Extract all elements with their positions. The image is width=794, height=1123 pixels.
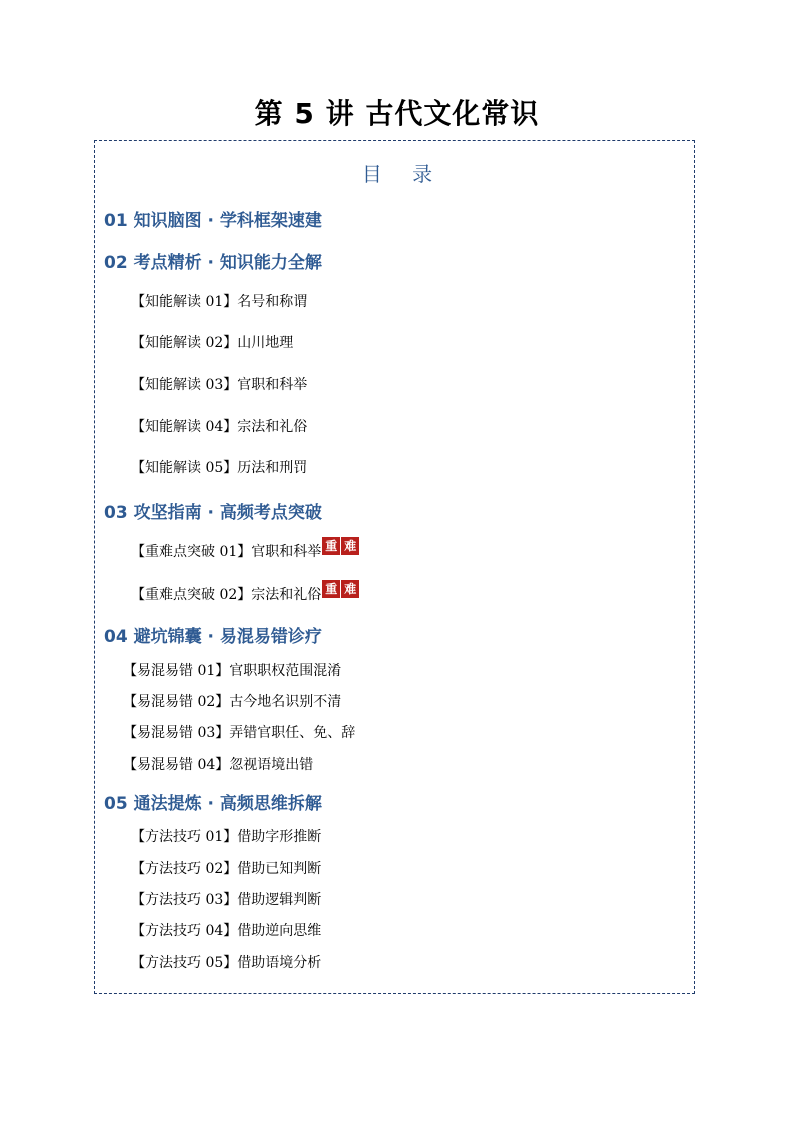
toc-item-label: 【方法技巧 02】借助已知判断 [131,861,322,877]
toc-section-01[interactable]: 01 知识脑图 · 学科框架速建 [104,211,322,231]
toc-heading: 目 录 [361,162,445,186]
toc-item-label: 【知能解读 05】历法和刑罚 [131,460,308,476]
toc-item-zhineng-03[interactable] [131,374,307,394]
toc-item-label: 【方法技巧 01】借助字形推断 [131,829,322,845]
toc-item-yihun-01[interactable] [123,660,341,680]
toc-item-label: 【易混易错 04】忽视语境出错 [123,757,314,773]
toc-item-label: 【方法技巧 04】借助逆向思维 [131,923,322,939]
toc-item-fangfa-02[interactable] [131,858,321,878]
toc-item-label: 【易混易错 03】弄错官职任、免、辞 [123,725,356,741]
toc-section-03[interactable]: 03 攻坚指南 · 高频考点突破 [104,503,322,523]
page-title: 第 5 讲 古代文化常识 [254,97,540,130]
toc-item-label: 【易混易错 01】官职职权范围混淆 [123,663,342,679]
toc-item-zhongnan-01[interactable] [131,541,359,561]
toc-item-label: 【知能解读 02】山川地理 [131,335,294,351]
key-point-badge: 重 [322,537,340,555]
toc-section-02[interactable]: 02 考点精析 · 知识能力全解 [104,253,322,273]
difficult-point-badge: 难 [341,537,359,555]
toc-item-yihun-02[interactable] [123,691,341,711]
toc-section-04[interactable]: 04 避坑锦囊 · 易混易错诊疗 [104,627,322,647]
toc-item-fangfa-03[interactable] [131,889,321,909]
toc-item-label: 【方法技巧 05】借助语境分析 [131,955,322,971]
toc-item-fangfa-05[interactable] [131,952,321,972]
toc-item-label: 【知能解读 03】官职和科举 [131,377,308,393]
toc-item-zhineng-01[interactable] [131,291,307,311]
toc-item-zhineng-05[interactable] [131,457,307,477]
toc-item-label: 【易混易错 02】古今地名识别不清 [123,694,342,710]
toc-item-label: 【方法技巧 03】借助逻辑判断 [131,892,322,908]
key-point-badge: 重 [322,580,340,598]
toc-section-05[interactable]: 05 通法提炼 · 高频思维拆解 [104,794,322,814]
difficult-point-badge: 难 [341,580,359,598]
toc-item-zhongnan-02[interactable] [131,584,359,604]
toc-item-fangfa-04[interactable] [131,920,321,940]
toc-item-fangfa-01[interactable] [131,826,321,846]
toc-item-zhineng-02[interactable] [131,332,293,352]
toc-item-label: 【重难点突破 01】官职和科举 [131,544,322,560]
toc-item-yihun-03[interactable] [123,722,355,742]
toc-item-label: 【知能解读 01】名号和称谓 [131,294,308,310]
toc-item-label: 【知能解读 04】宗法和礼俗 [131,419,308,435]
toc-item-yihun-04[interactable] [123,754,313,774]
toc-item-zhineng-04[interactable] [131,416,307,436]
toc-item-label: 【重难点突破 02】宗法和礼俗 [131,587,322,603]
